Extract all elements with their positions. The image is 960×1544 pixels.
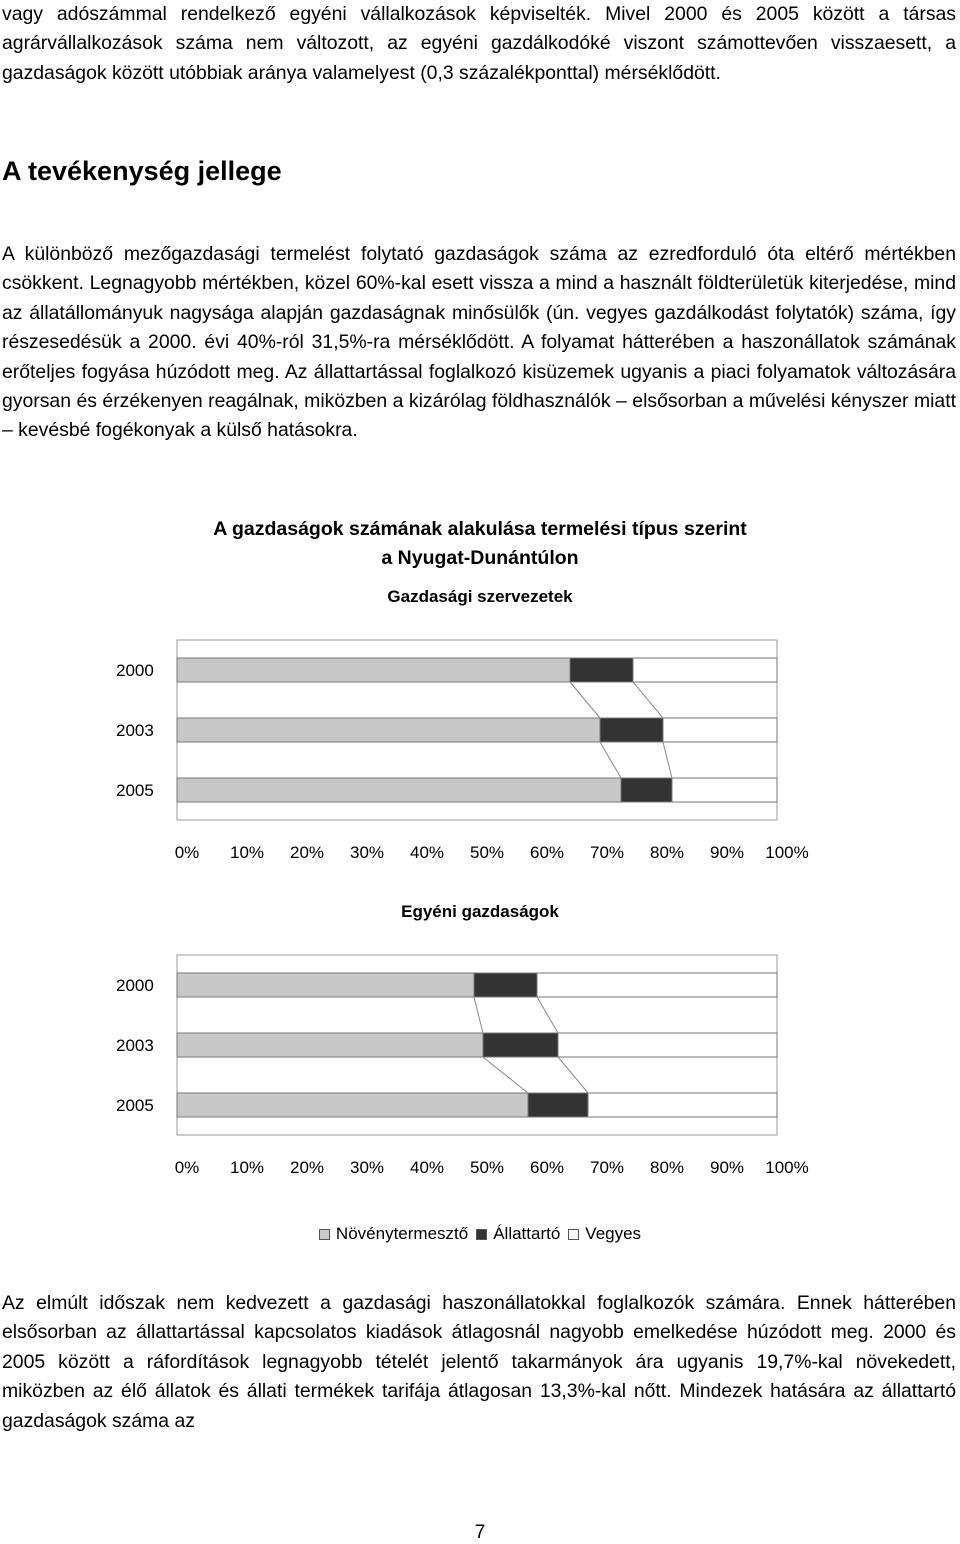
chart-title [0, 515, 960, 573]
bar-segment [177, 718, 600, 742]
legend-swatch-icon [319, 1229, 330, 1240]
bar-segment [537, 973, 777, 997]
bar-segment [633, 658, 777, 682]
x-tick-label: 0% [174, 843, 200, 862]
bar-segment [474, 973, 537, 997]
category-label: 2003 [116, 1036, 154, 1055]
series-connector-line [570, 682, 600, 718]
legend-item-vegyes [568, 1224, 641, 1244]
body-paragraph: A különböző mezőgazdasági termelést folytató gazdaságok száma az ezredforduló óta eltérő mértékben csökkent. Legnagyobb mértékben, közel 60%-kal esett vissza a mind a használt földterületük kiterjedése, mind az állatállományuk nagysága alapján gazdaságnak minősülők (ún. vegyes gazdálkodást folytatók) száma, így részesedésük a 2000. évi 40%-ról 31,5%-ra mérséklődött. A folyamat hátterében a haszonállatok számának erőteljes fogyása húzódott meg. Az állattartással foglalkozó kisüzemek ugyanis a piaci folyamatok változására gyorsan és érzékenyen reagálnak, miközben a kizárólag földhasználók – elsősorban a művelési kényszer miatt – kevésbé fogékonyak a külső hatásokra. [2, 243, 956, 442]
bar-segment [528, 1093, 588, 1117]
legend-label: Vegyes [585, 1224, 642, 1243]
series-connector-line [558, 1057, 588, 1093]
series-connector-line [474, 997, 483, 1033]
x-tick-label: 90% [709, 843, 745, 862]
section-heading: A tevékenység jellege [2, 156, 282, 186]
x-tick-label: 20% [289, 843, 325, 862]
bar-segment [558, 1033, 777, 1057]
category-label: 2000 [116, 661, 154, 680]
x-tick-label: 40% [409, 1158, 445, 1177]
x-tick-label: 50% [469, 1158, 505, 1177]
x-tick-label: 70% [589, 1158, 625, 1177]
bar-segment [588, 1093, 777, 1117]
x-tick-label: 100% [765, 843, 809, 862]
x-tick-label: 0% [174, 1158, 200, 1177]
x-tick-label: 30% [349, 843, 385, 862]
x-tick-label: 60% [529, 1158, 565, 1177]
x-tick-label: 90% [709, 1158, 745, 1177]
bar-segment [600, 718, 663, 742]
bar-segment [177, 1093, 528, 1117]
x-tick-label: 80% [649, 1158, 685, 1177]
legend-label: Állattartó [493, 1224, 561, 1243]
bar-segment [621, 778, 672, 802]
x-tick-label: 50% [469, 843, 505, 862]
bar-segment [672, 778, 777, 802]
legend-swatch-icon [476, 1229, 487, 1240]
x-tick-label: 40% [409, 843, 445, 862]
legend-item-allattarto [476, 1224, 560, 1244]
x-tick-label: 70% [589, 843, 625, 862]
bar-segment [663, 718, 777, 742]
closing-paragraph: Az elmúlt időszak nem kedvezett a gazdasági haszonállatokkal foglalkozók számára. Ennek hátterében elsősorban az állattartással kapcsolatos kiadások átlagosnál nagyobb emelkedése húzódott meg. 2000 és 2005 között a ráfordítások legnagyobb tételét jelentő takarmányok ára ugyanis 19,7%-kal növekedett, miközben az élő állatok és állati termékek tarifája átlagosan 13,3%-kal nőtt. Mindezek hatására az állattartó gazdaságok száma az [2, 1292, 956, 1432]
chart-title-text [213, 518, 747, 569]
legend-item-novenytermeszto [319, 1224, 468, 1244]
bar-segment [483, 1033, 558, 1057]
chart-legend [0, 1224, 960, 1244]
x-tick-label: 30% [349, 1158, 385, 1177]
category-label: 2000 [116, 976, 154, 995]
bar-segment [177, 1033, 483, 1057]
series-connector-line [633, 682, 663, 718]
chart-egyeni-gazdasagok [0, 935, 960, 1185]
chart1-subtitle: Gazdasági szervezetek [387, 587, 573, 606]
category-label: 2003 [116, 721, 154, 740]
series-connector-line [600, 742, 621, 778]
bar-segment [177, 778, 621, 802]
chart-gazdasagi-szervezetek [0, 620, 960, 870]
legend-swatch-icon [568, 1229, 579, 1240]
category-label: 2005 [116, 1096, 154, 1115]
series-connector-line [537, 997, 558, 1033]
series-connector-line [483, 1057, 528, 1093]
x-tick-label: 80% [649, 843, 685, 862]
chart-title-line: A gazdaságok számának alakulása termelési típus szerint [213, 518, 747, 540]
chart-title-line: a Nyugat-Dunántúlon [381, 547, 579, 569]
page-number: 7 [474, 1522, 486, 1543]
bar-segment [177, 658, 570, 682]
x-tick-label: 60% [529, 843, 565, 862]
x-tick-label: 10% [229, 1158, 265, 1177]
category-label: 2005 [116, 781, 154, 800]
legend-label: Növénytermesztő [335, 1224, 469, 1243]
chart2-subtitle: Egyéni gazdaságok [401, 902, 559, 921]
x-tick-label: 20% [289, 1158, 325, 1177]
bar-segment [177, 973, 474, 997]
x-tick-label: 100% [765, 1158, 809, 1177]
x-tick-label: 10% [229, 843, 265, 862]
bar-segment [570, 658, 633, 682]
intro-paragraph: vagy adószámmal rendelkező egyéni vállalkozások képviselték. Mivel 2000 és 2005 között a társas agrárvállalkozások száma nem változott, az egyéni gazdálkodóké viszont számottevően visszaesett, a gazdaságok között utóbbiak aránya valamelyest (0,3 százalékponttal) mérséklődött. [2, 3, 956, 84]
series-connector-line [663, 742, 672, 778]
